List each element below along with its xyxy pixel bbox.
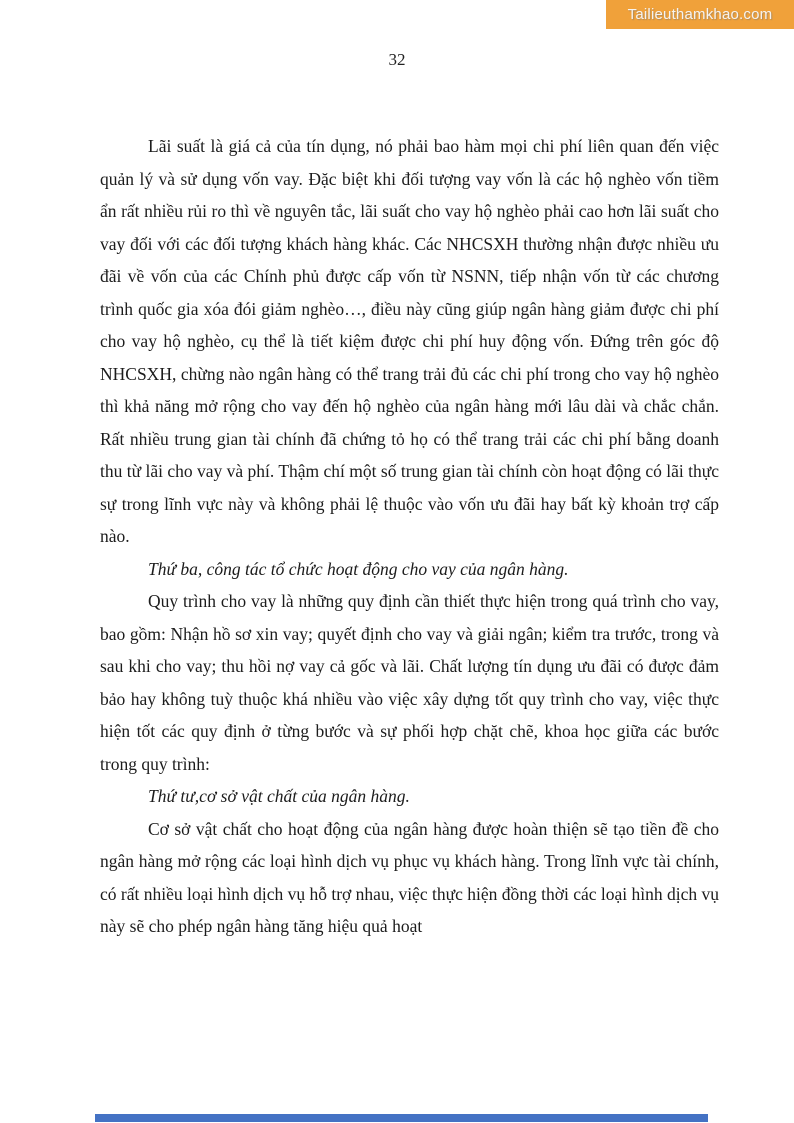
paragraph-loan-process: Quy trình cho vay là những quy định cần thiết thực hiện trong quá trình cho vay, bao gồm: Nhận hồ sơ xin vay; quyết định cho vay và giải ngân; kiểm tra trước, trong và sau khi cho vay; thu hồi nợ vay cả gốc và lãi. Chất lượng tín dụng ưu đãi có được đảm bảo hay không tuỳ thuộc khá nhiều vào việc xây dựng tốt quy trình cho vay, việc thực hiện tốt các quy định ở từng bước và sự phối hợp chặt chẽ, khoa học giữa các bước trong quy trình: xyxy=(100,591,719,774)
paragraph-facilities: Cơ sở vật chất cho hoạt động của ngân hàng được hoàn thiện sẽ tạo tiền đề cho ngân hàng mở rộng các loại hình dịch vụ phục vụ khách hàng. Trong lĩnh vực tài chính, có rất nhiều loại hình dịch vụ hỗ trợ nhau, việc thực hiện đồng thời các loại hình dịch vụ này sẽ cho phép ngân hàng tăng hiệu quả hoạt xyxy=(100,818,719,936)
site-watermark xyxy=(606,0,794,29)
paragraph-interest-rate: Lãi suất là giá cả của tín dụng, nó phải bao hàm mọi chi phí liên quan đến việc quản lý và sử dụng vốn vay. Đặc biệt khi đối tượng vay vốn là các hộ nghèo vốn tiềm ẩn rất nhiều rủi ro thì về nguyên tắc, lãi suất cho vay hộ nghèo phải cao hơn lãi suất cho vay đối với các đối tượng khách hàng khác. Các NHCSXH thường nhận được nhiều ưu đãi về vốn của các Chính phủ được cấp vốn từ NSNN, tiếp nhận vốn từ các chương trình quốc gia xóa đói giảm nghèo…, điều này cũng giúp ngân hàng giảm được chi phí cho vay hộ nghèo, cụ thể là tiết kiệm được chi phí huy động vốn. Đứng trên góc độ NHCSXH, chừng nào ngân hàng có thể trang trải đủ các chi phí trong cho vay hộ nghèo thì khả năng mở rộng cho vay đến hộ nghèo của ngân hàng mới lâu dài và chắc chắn. Rất nhiều trung gian tài chính đã chứng tỏ họ có thể trang trải các chi phí bằng doanh thu từ lãi cho vay và phí. Thậm chí một số trung gian tài chính còn hoạt động có lãi thực sự trong lĩnh vực này và không phải lệ thuộc vào vốn ưu đãi hay bất kỳ khoản trợ cấp nào. xyxy=(100,136,719,546)
heading-thu-ba: Thứ ba, công tác tổ chức hoạt động cho vay của ngân hàng. xyxy=(148,558,569,579)
footer-bar xyxy=(95,1114,708,1122)
heading-thu-tu: Thứ tư,cơ sở vật chất của ngân hàng. xyxy=(148,786,410,806)
document-body xyxy=(100,130,719,943)
site-watermark-text: Tailieuthamkhao.com xyxy=(627,6,773,23)
page-number: 32 xyxy=(388,50,406,69)
